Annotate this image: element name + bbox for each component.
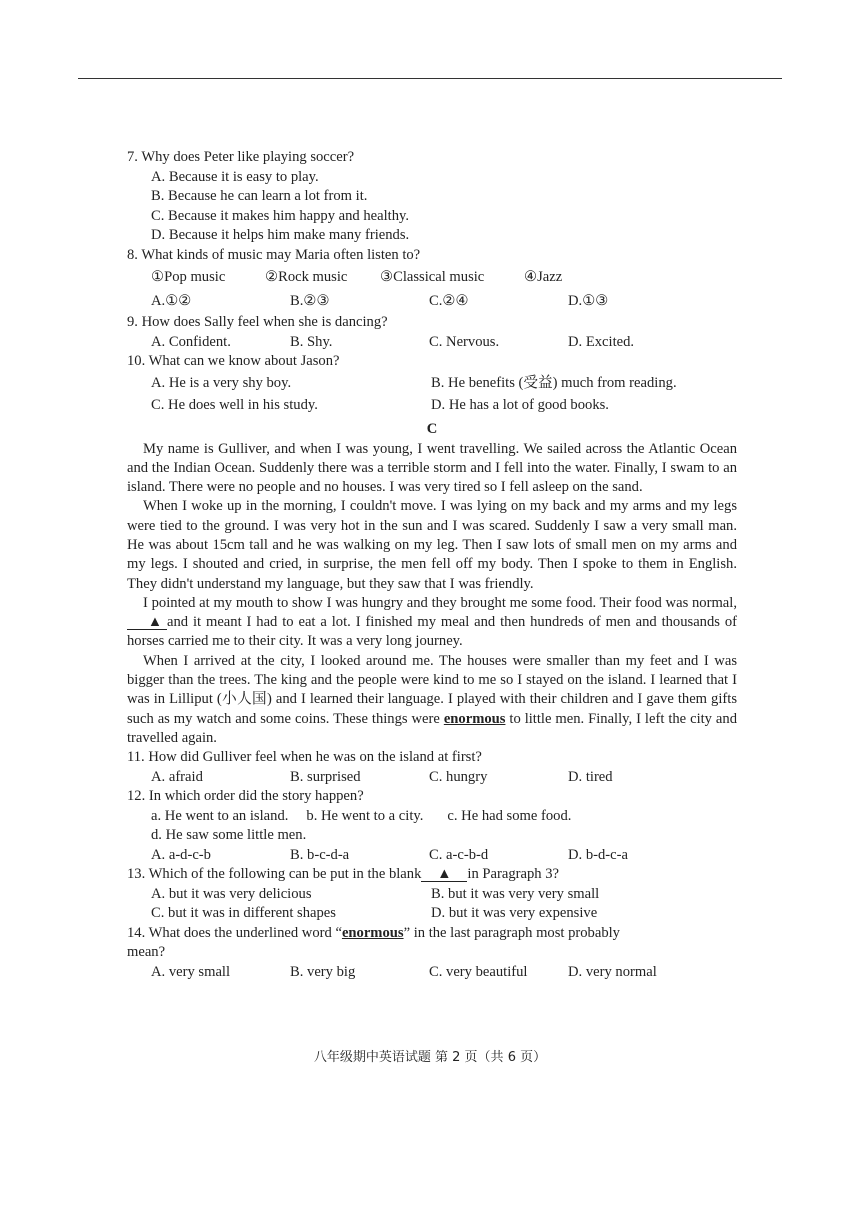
underlined-word: enormous	[443, 710, 506, 727]
q13-option-d: D. but it was very expensive	[431, 905, 598, 922]
question-11: 11. How did Gulliver feel when he was on the island at first?	[127, 749, 482, 766]
q14-option-c: C. very beautiful	[429, 963, 528, 980]
p4-text-after: to little men. Finally, I left the city and travelled again.	[127, 710, 737, 746]
q7-option-c: C. Because it makes him happy and healthy.	[151, 207, 410, 224]
q10-options-row1	[127, 372, 737, 394]
q8-option-c: C.②④	[429, 293, 469, 309]
page-footer: 八年级期中英语试题 第 2 页（共 6 页）	[313, 1050, 547, 1065]
q13-blank-marker: ▲	[421, 867, 467, 882]
q12-options	[127, 846, 737, 866]
q11-option-a: A. afraid	[151, 768, 203, 785]
question-14-line2: mean?	[127, 944, 166, 961]
q12-event-c: c. He had some food.	[447, 807, 572, 824]
passage-paragraph-3	[127, 594, 737, 652]
q11-option-c: C. hungry	[429, 768, 488, 785]
q14-underlined-word: enormous	[341, 924, 404, 941]
q8-item-2: ②Rock music	[265, 269, 348, 285]
q10-option-b: B. He benefits (受益) much from reading.	[431, 374, 677, 391]
q11-option-d: D. tired	[568, 768, 613, 785]
blank-marker: ▲	[127, 615, 167, 630]
q13-option-a: A. but it was very delicious	[151, 885, 312, 902]
q13-options-row1	[127, 885, 737, 905]
q8-item-4: ④Jazz	[524, 269, 563, 285]
p4-text-before: When I arrived at the city, I looked around me. The houses were smaller than my feet and I was bigger than the trees. The king and the people were kind to me so I stayed on the island. I learned that I was in Lilliput (小人国) and I learned their language. I played with their children and I gave them gifts such as my watch and some coins. These things were	[127, 652, 737, 727]
p3-text-before: I pointed at my mouth to show I was hungry and they brought me some food. Their food was normal,	[143, 594, 737, 611]
q7-option-b: B. Because he can learn a lot from it.	[151, 188, 368, 204]
q14-option-a: A. very small	[151, 963, 231, 980]
q13-option-c: C. but it was in different shapes	[151, 905, 336, 922]
p3-text-after: and it meant I had to eat a lot. I finished my meal and then hundreds of men and thousands of horses carried me to their city. It was a very long journey.	[127, 614, 737, 650]
passage-paragraph-1: My name is Gulliver, and when I was young, I went travelling. We sailed across the Atlantic Ocean and the Indian Ocean. Suddenly there was a terrible storm and I fell into the water. Finally, I swam to an island. There were no people and no houses. I was very tired so I fell asleep on the sand.	[127, 440, 737, 496]
q7-option-a: A. Because it is easy to play.	[151, 168, 319, 185]
q12-option-c: C. a-c-b-d	[429, 846, 489, 863]
q7-option-d: D. Because it helps him make many friends.	[151, 227, 410, 243]
q9-options	[127, 333, 737, 353]
passage-paragraph-4	[127, 652, 737, 748]
passage-paragraph-2: When I woke up in the morning, I couldn't move. I was lying on my back and my arms and my legs were tied to the ground. I was very hot in the sun and I was scared. Suddenly I saw a very small man. He was about 15cm tall and he was walking on my leg. Then I saw lots of small men on my arms and my legs. I shouted and cried, in surprise, the men fell off my body. Then I spoke to them in English. They didn't understand my language, but they saw that I was friendly.	[127, 498, 737, 592]
q14-options	[127, 963, 737, 983]
q13-text-before: 13. Which of the following can be put in the blank	[127, 866, 422, 883]
q9-option-b: B. Shy.	[290, 333, 333, 350]
q12-option-a: A. a-d-c-b	[151, 846, 211, 863]
q14-option-b: B. very big	[290, 963, 356, 980]
q8-item-1: ①Pop music	[151, 269, 226, 285]
q12-event-b: b. He went to a city.	[306, 807, 424, 824]
q9-option-a: A. Confident.	[151, 333, 231, 350]
section-c-heading: C	[426, 420, 438, 437]
q14-text-before: 14. What does the underlined word “	[127, 924, 342, 941]
q14-text-after: ” in the last paragraph most probably	[403, 924, 620, 941]
q8-option-d: D.①③	[568, 293, 609, 309]
section-c-passage	[127, 440, 737, 749]
q12-event-a: a. He went to an island.	[151, 807, 289, 824]
q12-event-d: d. He saw some little men.	[151, 827, 307, 844]
q10-option-a: A. He is a very shy boy.	[151, 374, 292, 391]
q13-option-b: B. but it was very very small	[431, 885, 600, 902]
q13-text-after: in Paragraph 3?	[467, 866, 559, 883]
question-13	[127, 865, 737, 885]
q13-options-row2	[127, 904, 737, 924]
header-rule	[78, 78, 782, 79]
exam-page-content	[127, 148, 737, 982]
question-12: 12. In which order did the story happen?	[127, 788, 364, 805]
question-9: 9. How does Sally feel when she is dancing?	[127, 314, 388, 330]
q8-item-3: ③Classical music	[380, 269, 485, 285]
q12-option-b: B. b-c-d-a	[290, 846, 350, 863]
q8-options	[127, 289, 737, 313]
q9-option-c: C. Nervous.	[429, 333, 500, 350]
q11-options	[127, 768, 737, 788]
q9-option-d: D. Excited.	[568, 333, 635, 350]
q11-option-b: B. surprised	[290, 768, 361, 785]
question-10: 10. What can we know about Jason?	[127, 353, 340, 369]
question-8: 8. What kinds of music may Maria often listen to?	[127, 246, 421, 263]
q12-option-d: D. b-d-c-a	[568, 846, 628, 863]
q8-option-b: B.②③	[290, 293, 330, 309]
q10-options-row2	[127, 394, 737, 416]
q8-option-a: A.①②	[151, 293, 192, 309]
q10-option-c: C. He does well in his study.	[151, 396, 318, 413]
q14-option-d: D. very normal	[568, 963, 657, 980]
question-14	[127, 924, 737, 944]
q8-music-items	[127, 265, 737, 289]
question-7: 7. Why does Peter like playing soccer?	[127, 149, 355, 165]
q12-events-row1	[127, 807, 737, 827]
q10-option-d: D. He has a lot of good books.	[431, 396, 609, 413]
